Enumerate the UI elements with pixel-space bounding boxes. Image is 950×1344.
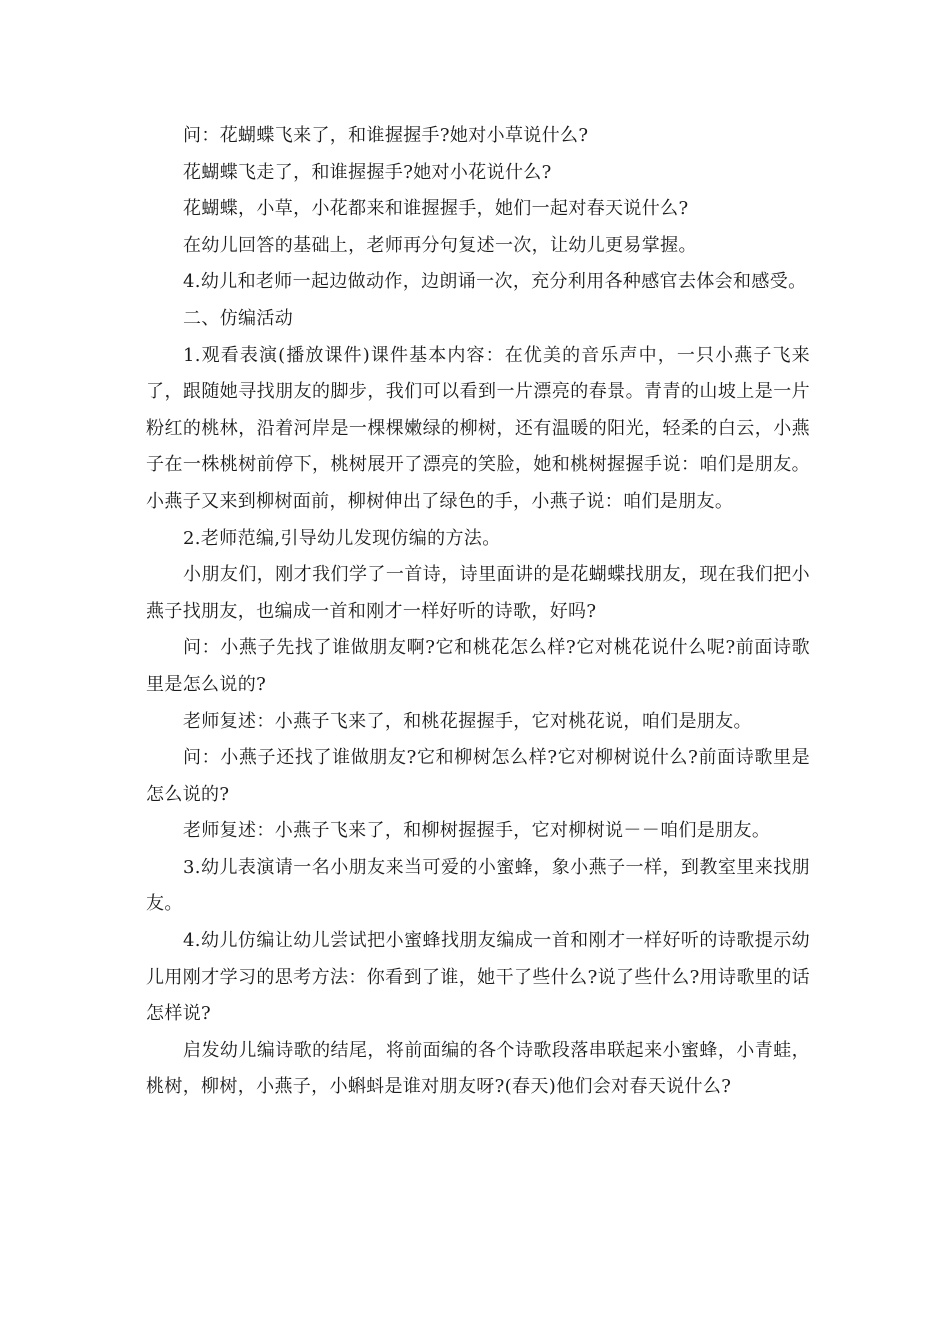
paragraph: 问：小燕子还找了谁做朋友?它和柳树怎么样?它对柳树说什么?前面诗歌里是怎么说的? [146, 747, 810, 805]
paragraph: 老师复述：小燕子飞来了，和桃花握握手，它对桃花说，咱们是朋友。 [183, 710, 752, 732]
paragraph: 1.观看表演(播放课件)课件基本内容：在优美的音乐声中，一只小燕子飞来了，跟随她寻找朋友的脚步，我们可以看到一片漂亮的春景。青青的山坡上是一片粉红的桃林，沿着河岸是一棵棵嫩绿的柳树，还有温暖的阳光，轻柔的白云，小燕子在一株桃树前停下，桃树展开了漂亮的笑脸，她和桃树握握手说：咱们是朋友。小燕子又来到柳树面前，柳树伸出了绿色的手，小燕子说：咱们是朋友。 [146, 344, 810, 512]
document-body [146, 118, 810, 1106]
section-heading: 二、仿编活动 [183, 307, 294, 329]
paragraph: 4.幼儿仿编让幼儿尝试把小蜜蜂找朋友编成一首和刚才一样好听的诗歌提示幼儿用刚才学习的思考方法：你看到了谁，她干了些什么?说了些什么?用诗歌里的话怎样说? [146, 930, 810, 1025]
paragraph: 花蝴蝶，小草，小花都来和谁握握手，她们一起对春天说什么? [183, 198, 689, 220]
paragraph: 3.幼儿表演请一名小朋友来当可爱的小蜜蜂，象小燕子一样，到教室里来找朋友。 [146, 856, 810, 915]
paragraph: 花蝴蝶飞走了，和谁握握手?她对小花说什么? [183, 161, 552, 183]
paragraph: 在幼儿回答的基础上，老师再分句复述一次，让幼儿更易掌握。 [183, 234, 697, 256]
paragraph: 小朋友们，刚才我们学了一首诗，诗里面讲的是花蝴蝶找朋友，现在我们把小燕子找朋友，也编成一首和刚才一样好听的诗歌，好吗? [146, 564, 810, 622]
paragraph: 问：花蝴蝶飞来了，和谁握握手?她对小草说什么? [183, 125, 589, 146]
paragraph: 启发幼儿编诗歌的结尾，将前面编的各个诗歌段落串联起来小蜜蜂，小青蛙，桃树，柳树，小燕子，小蝌蚪是谁对朋友呀?(春天)他们会对春天说什么? [146, 1039, 810, 1098]
paragraph: 老师复述：小燕子飞来了，和柳树握握手，它对柳树说－－咱们是朋友。 [183, 820, 771, 842]
paragraph: 4.幼儿和老师一起边做动作，边朗诵一次，充分利用各种感官去体会和感受。 [183, 271, 807, 293]
paragraph: 问：小燕子先找了谁做朋友啊?它和桃花怎么样?它对桃花说什么呢?前面诗歌里是怎么说的? [146, 637, 810, 695]
paragraph: 2.老师范编,引导幼儿发现仿编的方法。 [183, 527, 501, 549]
